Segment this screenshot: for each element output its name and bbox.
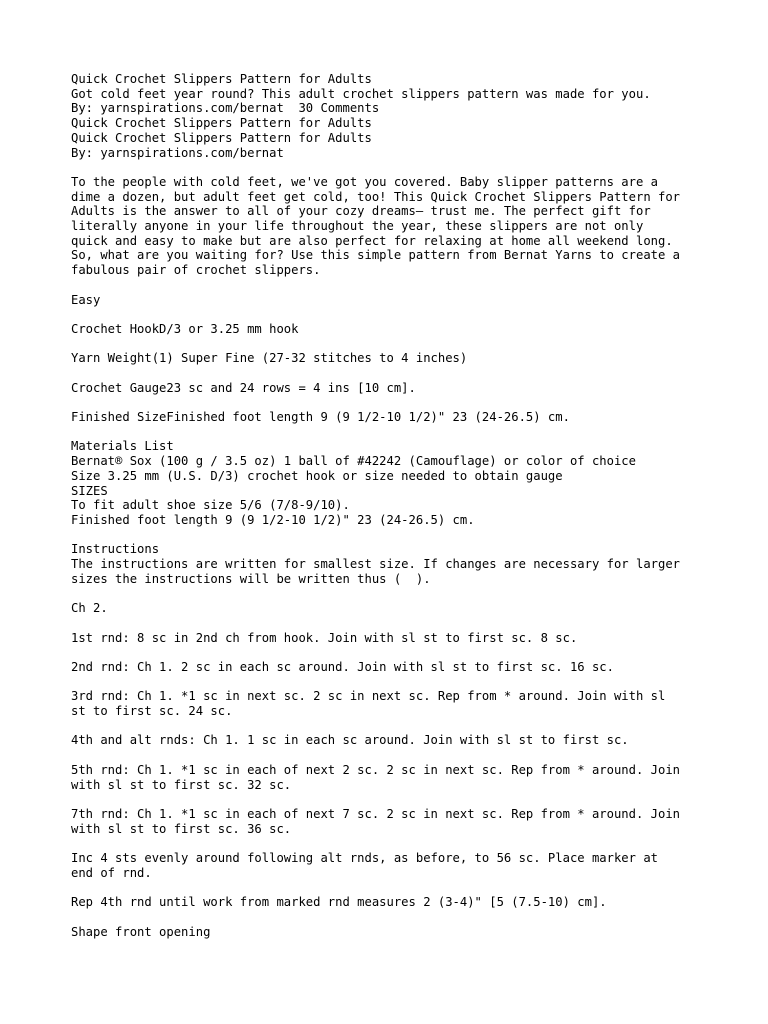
spacer bbox=[71, 366, 731, 381]
intro-line: So, what are you waiting for? Use this simple pattern from Bernat Yarns to create a bbox=[71, 248, 681, 263]
intro-line: quick and easy to make but are also perfect for relaxing at home all weekend long. bbox=[71, 233, 673, 248]
spacer bbox=[71, 719, 731, 734]
yarn-weight: Yarn Weight(1) Super Fine (27-32 stitches to 4 inches) bbox=[71, 351, 468, 366]
title-repeat: Quick Crochet Slippers Pattern for Adults bbox=[71, 130, 372, 145]
byline: By: yarnspirations.com/bernat 30 Comments bbox=[71, 101, 380, 116]
spacer bbox=[71, 792, 731, 807]
intro-line: fabulous pair of crochet slippers. bbox=[71, 263, 321, 278]
materials-line: SIZES bbox=[71, 483, 108, 498]
repeat-step: Rep 4th rnd until work from marked rnd measures 2 (3-4)" [5 (7.5-10) cm]. bbox=[71, 895, 607, 910]
crochet-hook: Crochet HookD/3 or 3.25 mm hook bbox=[71, 321, 299, 336]
spacer bbox=[71, 395, 731, 410]
spacer bbox=[71, 337, 731, 352]
materials-heading: Materials List bbox=[71, 439, 174, 454]
spacer bbox=[71, 160, 731, 175]
shape-front-opening: Shape front opening bbox=[71, 924, 211, 939]
spacer bbox=[71, 307, 731, 322]
spacer bbox=[71, 528, 731, 543]
round-3: 3rd rnd: Ch 1. *1 sc in next sc. 2 sc in next sc. Rep from * around. Join with sl bbox=[71, 689, 666, 704]
increase-step: end of rnd. bbox=[71, 865, 152, 880]
spacer bbox=[71, 910, 731, 925]
intro-line: To the people with cold feet, we've got you covered. Baby slipper patterns are a bbox=[71, 174, 658, 189]
intro-line: literally anyone in your life throughout the year, these slippers are not only bbox=[71, 219, 644, 234]
materials-line: To fit adult shoe size 5/6 (7/8-9/10). bbox=[71, 498, 350, 513]
byline: By: yarnspirations.com/bernat bbox=[71, 145, 284, 160]
instructions-heading: Instructions bbox=[71, 542, 160, 557]
page-title: Quick Crochet Slippers Pattern for Adults bbox=[71, 72, 372, 86]
spacer bbox=[71, 425, 731, 440]
spacer bbox=[71, 278, 731, 293]
spacer bbox=[71, 645, 731, 660]
materials-line: Finished foot length 9 (9 1/2-10 1/2)" 23 (24-26.5) cm. bbox=[71, 512, 475, 527]
crochet-gauge: Crochet Gauge23 sc and 24 rows = 4 ins [10 cm]. bbox=[71, 380, 416, 395]
finished-size: Finished SizeFinished foot length 9 (9 1/2-10 1/2)" 23 (24-26.5) cm. bbox=[71, 410, 570, 425]
instructions-intro: The instructions are written for smallest size. If changes are necessary for larger bbox=[71, 557, 681, 572]
spacer bbox=[71, 836, 731, 851]
intro-line: Adults is the answer to all of your cozy dreams— trust me. The perfect gift for bbox=[71, 204, 651, 219]
round-7: 7th rnd: Ch 1. *1 sc in each of next 7 sc. 2 sc in next sc. Rep from * around. Join bbox=[71, 806, 681, 821]
increase-step: Inc 4 sts evenly around following alt rnds, as before, to 56 sc. Place marker at bbox=[71, 851, 658, 866]
instructions-intro: sizes the instructions will be written thus ( ). bbox=[71, 571, 431, 586]
round-7: with sl st to first sc. 36 sc. bbox=[71, 821, 292, 836]
materials-line: Bernat® Sox (100 g / 3.5 oz) 1 ball of #42242 (Camouflage) or color of choice bbox=[71, 454, 636, 469]
round-3: st to first sc. 24 sc. bbox=[71, 704, 233, 719]
spacer bbox=[71, 586, 731, 601]
materials-line: Size 3.25 mm (U.S. D/3) crochet hook or size needed to obtain gauge bbox=[71, 468, 563, 483]
difficulty: Easy bbox=[71, 292, 101, 307]
round-4: 4th and alt rnds: Ch 1. 1 sc in each sc around. Join with sl st to first sc. bbox=[71, 733, 629, 748]
spacer bbox=[71, 880, 731, 895]
document-text bbox=[71, 72, 731, 939]
round-1: 1st rnd: 8 sc in 2nd ch from hook. Join with sl st to first sc. 8 sc. bbox=[71, 630, 578, 645]
spacer bbox=[71, 675, 731, 690]
intro-line: dime a dozen, but adult feet get cold, too! This Quick Crochet Slippers Pattern for bbox=[71, 189, 681, 204]
tagline: Got cold feet year round? This adult crochet slippers pattern was made for you. bbox=[71, 86, 651, 101]
title-repeat: Quick Crochet Slippers Pattern for Adults bbox=[71, 116, 372, 131]
spacer bbox=[71, 616, 731, 631]
round-5: 5th rnd: Ch 1. *1 sc in each of next 2 sc. 2 sc in next sc. Rep from * around. Join bbox=[71, 762, 681, 777]
round-2: 2nd rnd: Ch 1. 2 sc in each sc around. Join with sl st to first sc. 16 sc. bbox=[71, 659, 614, 674]
spacer bbox=[71, 748, 731, 763]
chain-step: Ch 2. bbox=[71, 601, 108, 616]
round-5: with sl st to first sc. 32 sc. bbox=[71, 777, 292, 792]
